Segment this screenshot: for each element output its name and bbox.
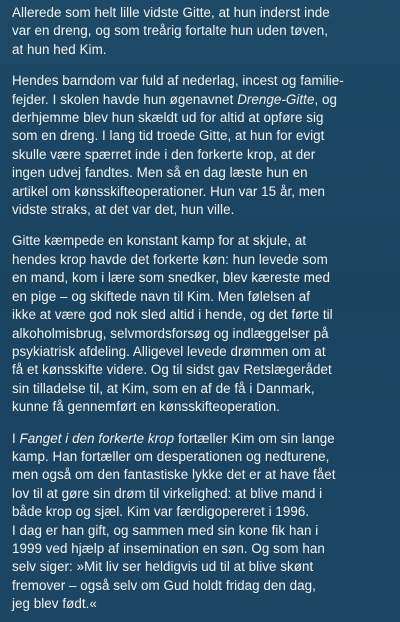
- text-segment: vidste straks, at det var det, hun ville.: [12, 202, 235, 218]
- text-segment: I dag er han gift, og sammen med sin kone fik han i: [12, 522, 319, 538]
- text-line: [12, 251, 390, 269]
- text-segment: fremover – også selv om Gud holdt fridag den dag,: [12, 577, 316, 593]
- text-line: [12, 201, 390, 219]
- text-line: [12, 91, 390, 109]
- text-line: [12, 288, 390, 306]
- text-line: [12, 503, 390, 521]
- text-segment: , og: [314, 91, 337, 107]
- text-line: [12, 232, 390, 250]
- text-segment: kunne få gennemført en kønsskifteoperation.: [12, 399, 280, 415]
- text-segment: lov til at gøre sin drøm til virkelighed: at blive mand i: [12, 485, 323, 501]
- text-line: [12, 325, 390, 343]
- text-line: [12, 72, 390, 90]
- text-segment: alkoholmisbrug, selvmordsforsøg og indlæggelser på: [12, 325, 329, 341]
- text-segment: både krop og sjæl. Kim var færdigopereret i 1996.: [12, 504, 310, 520]
- text-segment: var en dreng, og som treårig fortalte hun uden tøven,: [12, 23, 329, 39]
- text-segment: få et kønsskifte videre. Og til sidst gav Retslægerådet: [12, 362, 332, 378]
- text-segment: skulle være spærret inde i den forkerte krop, at der: [12, 146, 316, 162]
- text-line: [12, 41, 390, 59]
- text-line: [12, 109, 390, 127]
- text-segment: en mand, kom i lære som snedker, blev kæreste med: [12, 270, 331, 286]
- text-segment: derhjemme blev hun skældt ud for altid at opføre sig: [12, 110, 324, 126]
- text-line: [12, 485, 390, 503]
- paragraph-1: [12, 4, 390, 59]
- text-segment: fejder. I skolen havde hun øgenavnet: [12, 91, 238, 107]
- text-line: [12, 577, 390, 595]
- text-line: [12, 164, 390, 182]
- text-segment: Allerede som helt lille vidste Gitte, at hun inderst inde: [12, 5, 330, 20]
- text-line: [12, 466, 390, 484]
- text-line: [12, 380, 390, 398]
- text-line: [12, 343, 390, 361]
- text-segment: jeg blev født.«: [12, 596, 97, 612]
- text-line: [12, 595, 390, 613]
- paragraph-2: [12, 72, 390, 219]
- paragraph-3: [12, 232, 390, 416]
- text-line: [12, 398, 390, 416]
- italic-title: Fanget i den forkerte krop: [19, 430, 175, 446]
- text-line: [12, 4, 390, 22]
- text-segment: men også om den fantastiske lykke det er at have fået: [12, 467, 336, 483]
- text-line: [12, 430, 390, 448]
- text-segment: som en dreng. I lang tid troede Gitte, at hun for evigt: [12, 128, 325, 144]
- text-segment: sin tilladelse til, at Kim, som en af de få i Danmark,: [12, 380, 315, 396]
- text-segment: 1999 ved hjælp af insemination en søn. Og som han: [12, 540, 325, 556]
- text-line: [12, 361, 390, 379]
- text-line: [12, 146, 390, 164]
- text-segment: Gitte kæmpede en konstant kamp for at skjule, at: [12, 233, 307, 249]
- text-line: [12, 183, 390, 201]
- text-segment: kamp. Han fortæller om desperationen og nedturene,: [12, 448, 330, 464]
- text-segment: fortæller Kim om sin lange: [174, 430, 335, 446]
- text-segment: I: [12, 430, 20, 446]
- text-segment: en pige – og skiftede navn til Kim. Men følelsen af: [12, 288, 311, 304]
- text-line: [12, 127, 390, 145]
- italic-title: Drenge-Gitte: [237, 91, 315, 107]
- text-line: [12, 306, 390, 324]
- text-segment: Hendes barndom var fuld af nederlag, incest og familie-: [12, 73, 344, 89]
- text-line: [12, 558, 390, 576]
- text-segment: artikel om kønsskifteoperationer. Hun var 15 år, men: [12, 183, 325, 199]
- text-line: [12, 22, 390, 40]
- text-line: [12, 269, 390, 287]
- text-line: [12, 522, 390, 540]
- text-line: [12, 448, 390, 466]
- text-segment: ikke at være god nok sled altid i hende, og det førte til: [12, 307, 333, 323]
- text-segment: hendes krop havde det forkerte køn: hun levede som: [12, 251, 328, 267]
- text-line: [12, 540, 390, 558]
- text-segment: selv siger: »Mit liv ser heldigvis ud til at blive skønt: [12, 559, 314, 575]
- text-segment: ingen udvej fandtes. Men så en dag læste hun en: [12, 165, 308, 181]
- text-segment: psykiatrisk afdeling. Alligevel levede drømmen om at: [12, 343, 326, 359]
- paragraph-4: [12, 430, 390, 614]
- text-segment: at hun hed Kim.: [12, 41, 107, 57]
